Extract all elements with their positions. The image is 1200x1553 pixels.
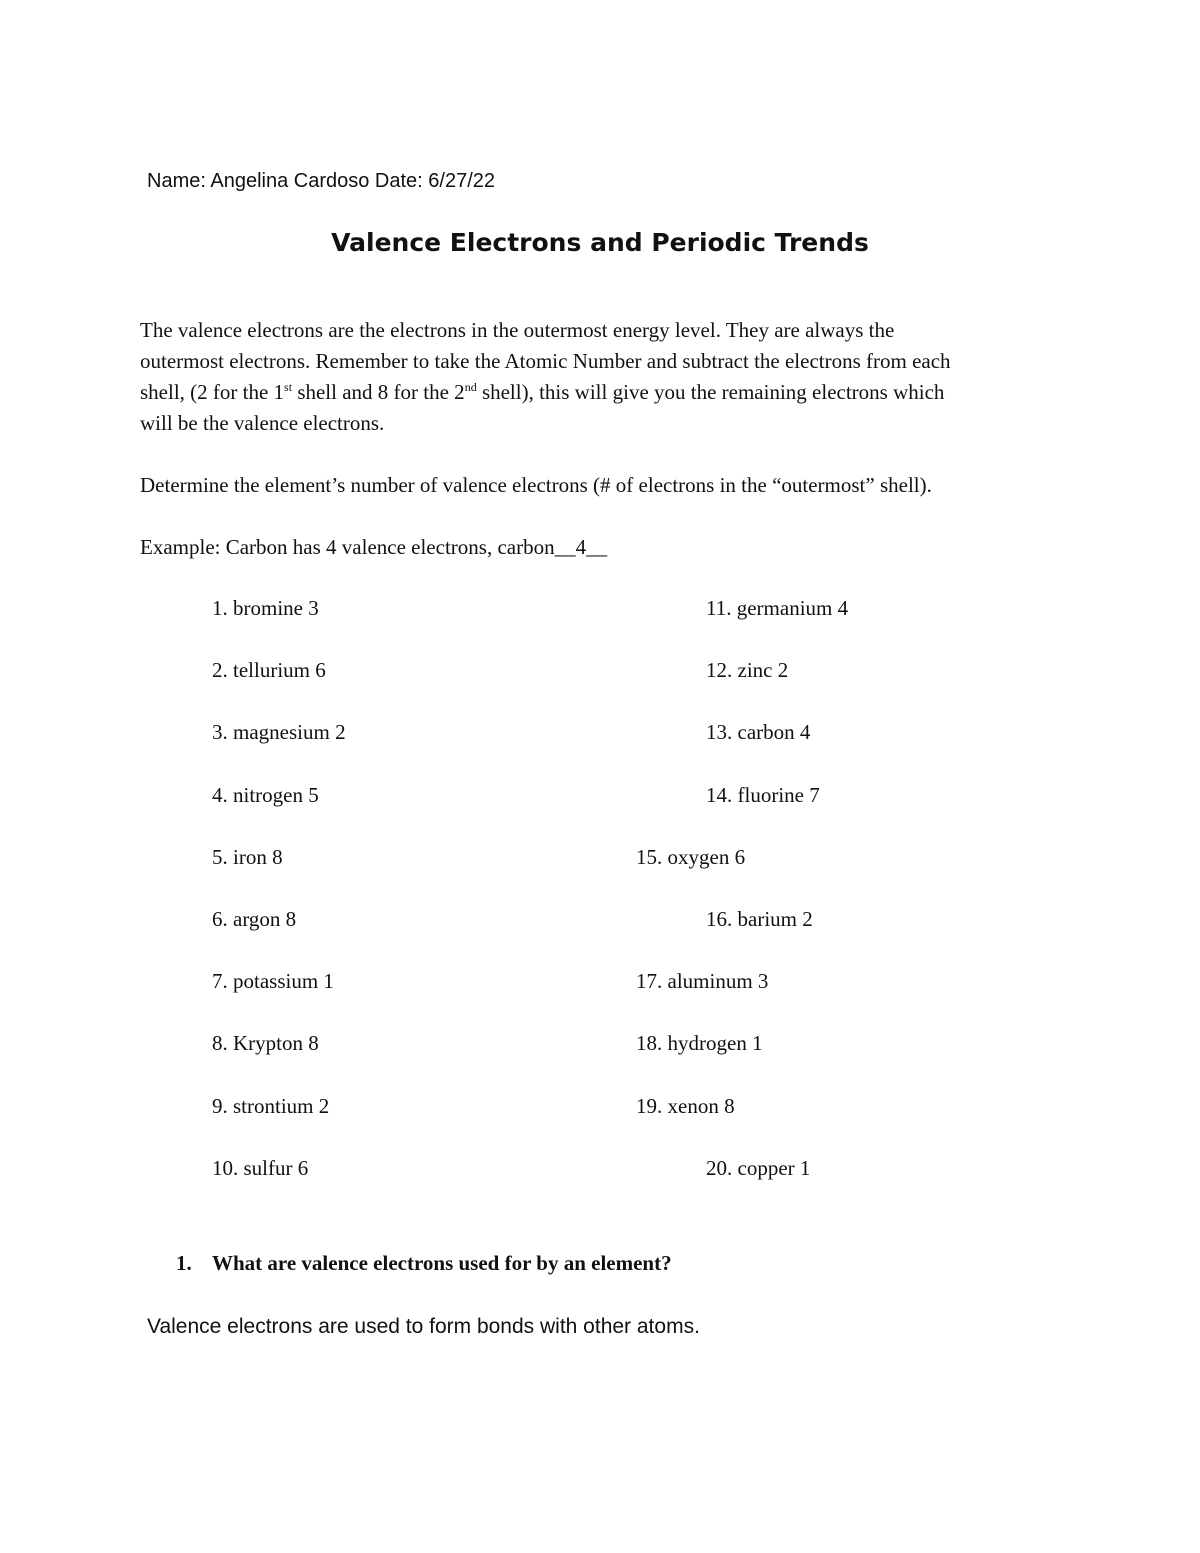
- intro-paragraph: [140, 315, 951, 439]
- question-number: 1.: [176, 1251, 192, 1275]
- list-item: 20. copper 1: [706, 1156, 811, 1180]
- list-item: 16. barium 2: [706, 907, 813, 931]
- list-item: 17. aluminum 3: [636, 969, 769, 993]
- list-item: 10. sulfur 6: [212, 1156, 309, 1180]
- question-text: What are valence electrons used for by an element?: [212, 1251, 672, 1275]
- list-item: 7. potassium 1: [212, 969, 334, 993]
- list-item: 8. Krypton 8: [212, 1031, 319, 1055]
- intro-line-3: [140, 377, 951, 408]
- intro-line-4: will be the valence electrons.: [140, 411, 385, 435]
- list-item: 4. nitrogen 5: [212, 783, 319, 807]
- example-answer: __4__: [554, 535, 608, 559]
- example-line: [140, 532, 607, 563]
- instruction-text: Determine the element’s number of valence electrons (# of electrons in the “outermost” shell).: [140, 473, 932, 497]
- example-prefix: Example: Carbon has 4 valence electrons, carbon: [140, 535, 555, 559]
- question-1: [176, 1248, 672, 1279]
- intro-line-3-part-b: shell and 8 for the 2: [292, 380, 465, 404]
- list-item: 6. argon 8: [212, 907, 297, 931]
- answer-text: Valence electrons are used to form bonds with other atoms.: [147, 1315, 700, 1338]
- list-item: 14. fluorine 7: [706, 783, 820, 807]
- superscript-st: st: [284, 380, 293, 394]
- page-title: Valence Electrons and Periodic Trends: [331, 228, 869, 257]
- list-item: 11. germanium 4: [706, 596, 849, 620]
- list-item: 18. hydrogen 1: [636, 1031, 763, 1055]
- intro-line-3-part-a: shell, (2 for the 1: [140, 380, 285, 404]
- superscript-nd: nd: [464, 380, 477, 394]
- list-item: 12. zinc 2: [706, 658, 789, 682]
- list-item: 5. iron 8: [212, 845, 283, 869]
- list-item: 15. oxygen 6: [636, 845, 746, 869]
- list-item: 1. bromine 3: [212, 596, 319, 620]
- intro-line-2: outermost electrons. Remember to take the Atomic Number and subtract the electrons from each: [140, 349, 951, 373]
- intro-line-1: The valence electrons are the electrons in the outermost energy level. They are always the: [140, 318, 895, 342]
- list-item: 9. strontium 2: [212, 1094, 330, 1118]
- list-item: 19. xenon 8: [636, 1094, 735, 1118]
- student-name-date: Name: Angelina Cardoso Date: 6/27/22: [147, 170, 495, 192]
- intro-line-3-part-c: shell), this will give you the remaining electrons which: [476, 380, 945, 404]
- list-item: 3. magnesium 2: [212, 720, 346, 744]
- list-item: 2. tellurium 6: [212, 658, 326, 682]
- list-item: 13. carbon 4: [706, 720, 811, 744]
